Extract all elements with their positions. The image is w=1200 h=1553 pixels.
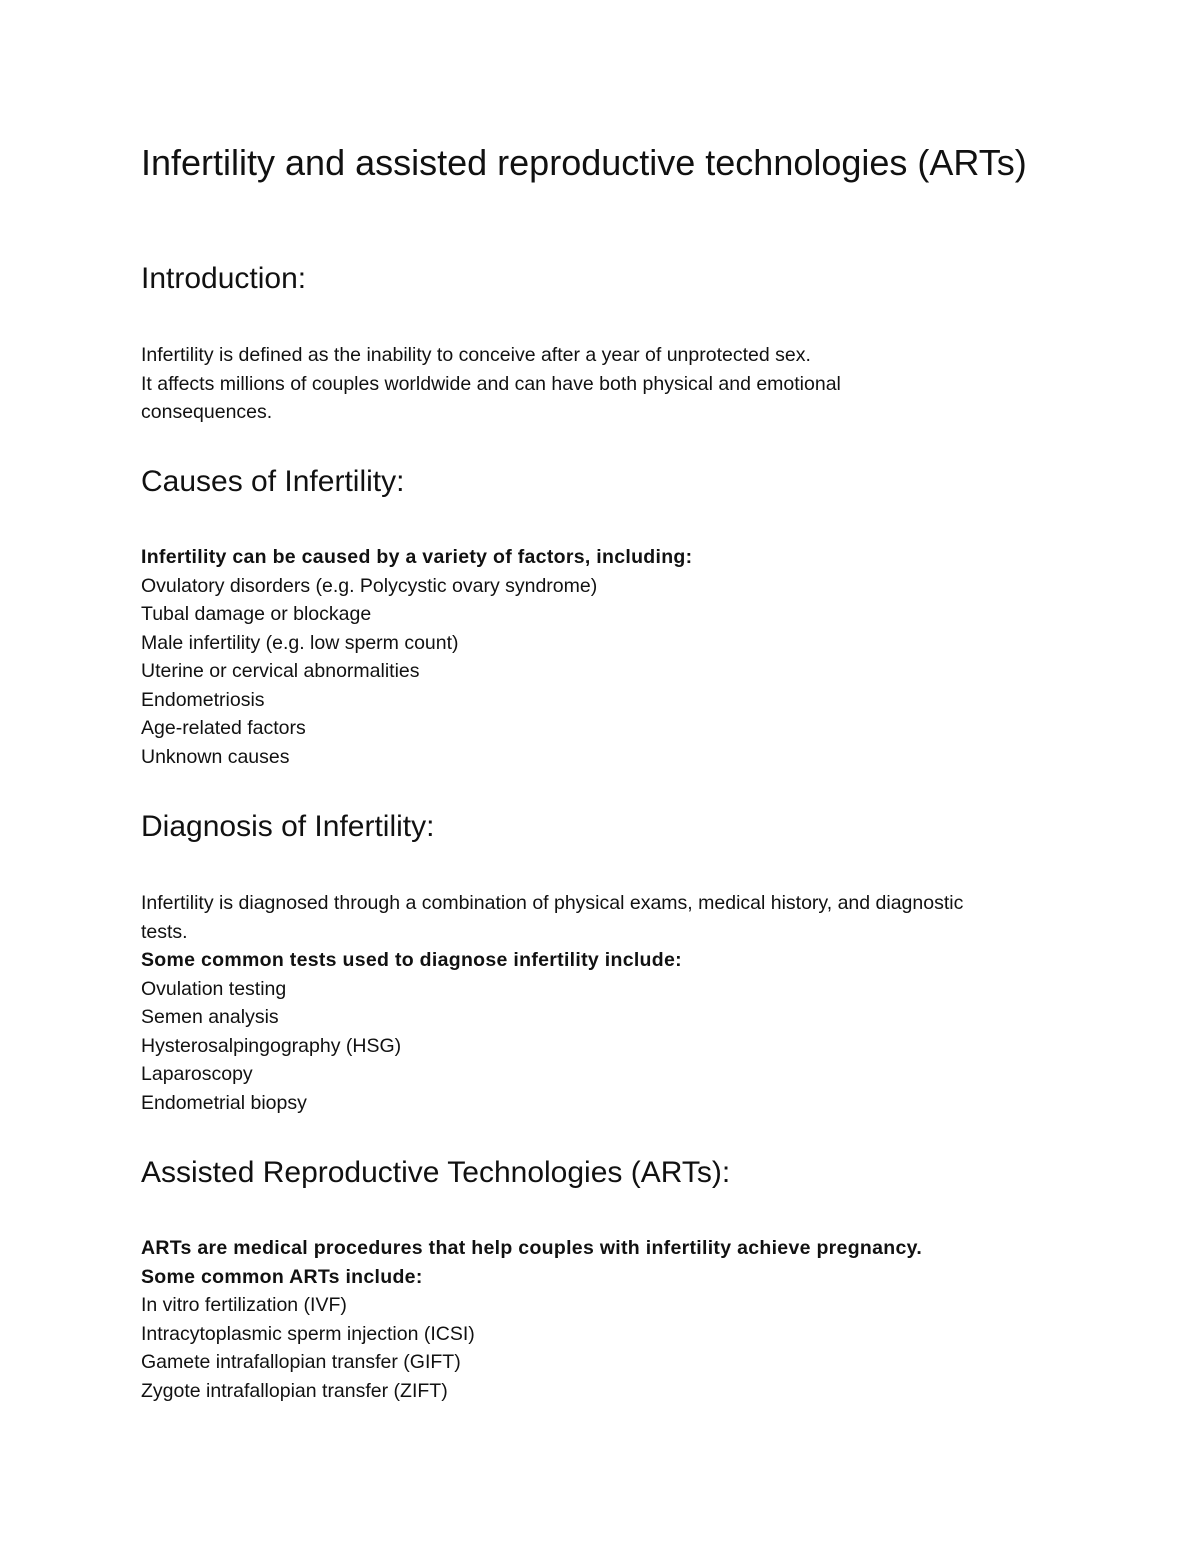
list-item: Semen analysis	[141, 1006, 279, 1028]
list-item: Intracytoplasmic sperm injection (ICSI)	[141, 1322, 475, 1345]
arts-lead: Some common ARTs include:	[141, 1265, 423, 1288]
document-title: Infertility and assisted reproductive technologies (ARTs)	[141, 142, 1027, 183]
introduction-line: Infertility is defined as the inability to conceive after a year of unprotected sex.	[141, 344, 811, 366]
list-item: Male infertility (e.g. low sperm count)	[141, 631, 459, 654]
list-item: In vitro fertilization (IVF)	[141, 1294, 347, 1316]
list-item: Ovulation testing	[141, 977, 287, 1000]
causes-heading: Causes of Infertility:	[141, 465, 405, 498]
list-item: Unknown causes	[141, 745, 290, 768]
list-item: Age-related factors	[141, 717, 306, 739]
list-item: Zygote intrafallopian transfer (ZIFT)	[141, 1379, 448, 1402]
list-item: Ovulatory disorders (e.g. Polycystic ovary syndrome)	[141, 574, 598, 597]
diagnosis-content	[141, 889, 963, 1117]
arts-content	[141, 1234, 922, 1405]
introduction-line: consequences.	[141, 401, 273, 423]
diagnosis-line: tests.	[141, 920, 188, 943]
diagnosis-lead: Some common tests used to diagnose infertility include:	[141, 949, 682, 971]
list-item: Endometriosis	[141, 688, 265, 711]
list-item: Endometrial biopsy	[141, 1091, 307, 1114]
arts-lead: ARTs are medical procedures that help couples with infertility achieve pregnancy.	[141, 1237, 923, 1259]
introduction-line: It affects millions of couples worldwide and can have both physical and emotional	[141, 372, 841, 395]
list-item: Gamete intrafallopian transfer (GIFT)	[141, 1351, 461, 1373]
introduction-heading: Introduction:	[141, 262, 307, 295]
list-item: Tubal damage or blockage	[141, 603, 372, 625]
list-item: Hysterosalpingography (HSG)	[141, 1034, 402, 1057]
causes-list	[141, 543, 692, 771]
diagnosis-line: Infertility is diagnosed through a combination of physical exams, medical history, and diagnostic	[141, 892, 964, 914]
list-item: Laparoscopy	[141, 1063, 253, 1085]
diagnosis-heading: Diagnosis of Infertility:	[141, 810, 435, 843]
arts-heading: Assisted Reproductive Technologies (ARTs):	[141, 1156, 731, 1189]
introduction-paragraph	[141, 341, 841, 427]
causes-lead: Infertility can be caused by a variety of factors, including:	[141, 546, 693, 568]
list-item: Uterine or cervical abnormalities	[141, 660, 420, 682]
